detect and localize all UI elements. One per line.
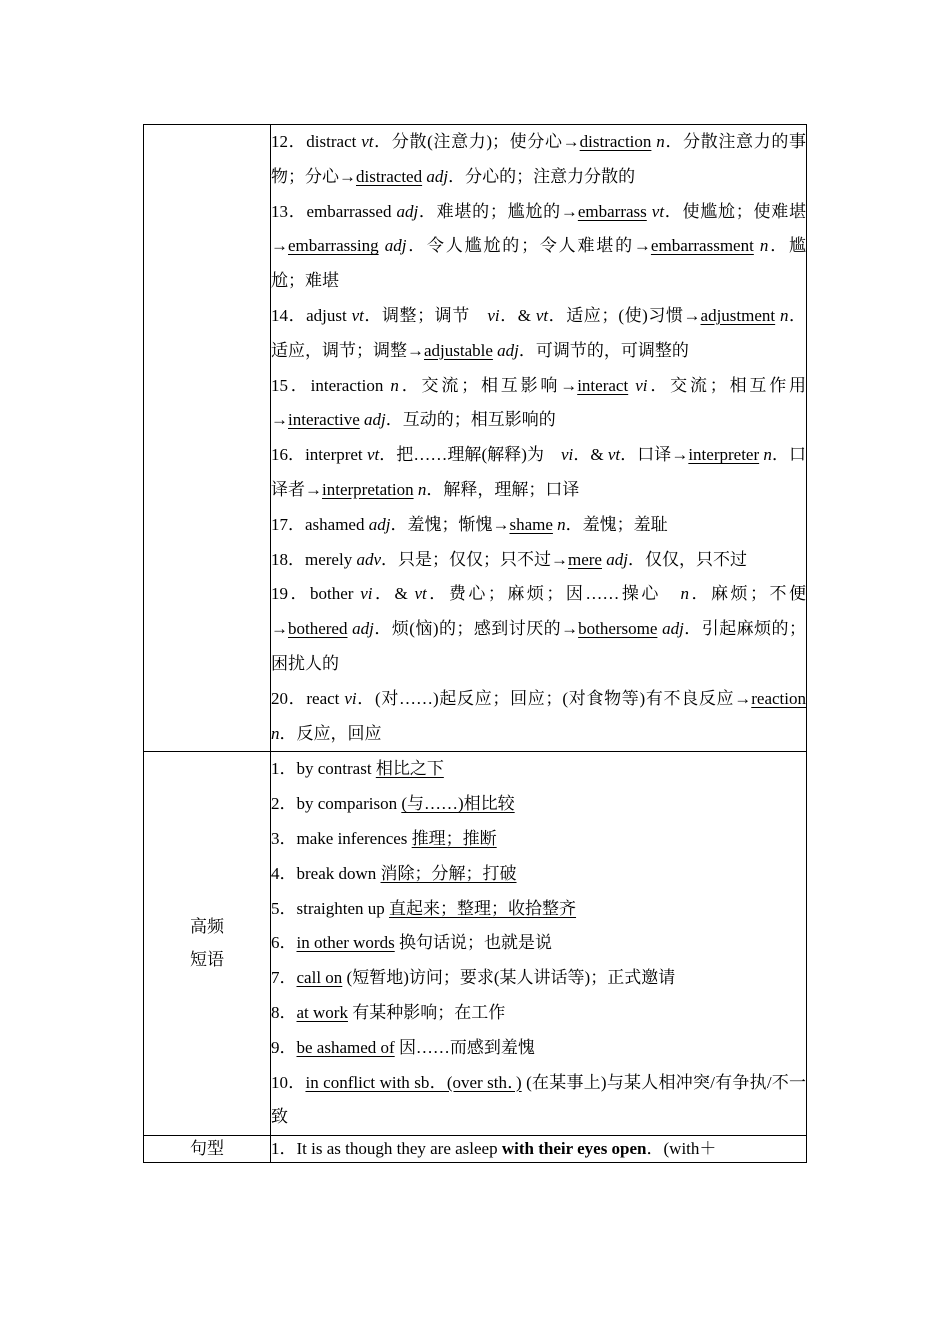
answer-blank: embarrassment bbox=[650, 236, 754, 256]
sentence-item: 1．It is as though they are asleep with their eyes open．(with＋ bbox=[271, 1139, 717, 1159]
vocab-item-14: 14．adjust vt．调整；调节 vi．& vt．适应；(使)习惯→adjustment n．适应，调节；调整→adjustable adj．可调节的，可调整的 bbox=[271, 305, 807, 360]
answer-blank: adjustment bbox=[700, 305, 776, 325]
answer-blank: distracted bbox=[356, 166, 423, 186]
sentence-cell bbox=[271, 1136, 807, 1163]
answer-blank: 消除；分解；打破 bbox=[380, 863, 517, 883]
sentence-category-cell: 句型 bbox=[144, 1136, 271, 1163]
answer-blank: adjustable bbox=[424, 340, 493, 360]
vocabulary-cell bbox=[271, 125, 807, 752]
answer-blank: reaction bbox=[751, 688, 806, 708]
phrase-item: 4．break down 消除；分解；打破 bbox=[271, 863, 517, 883]
vocab-item-19: 19．bother vi．& vt．费心；麻烦；因……操心 n．麻烦；不便→bothered adj．烦(恼)的；感到讨厌的→bothersome adj．引起麻烦的；困扰人的 bbox=[271, 584, 807, 673]
vocab-item-20: 20．react vi．(对……)起反应；回应；(对食物等)有不良反应→reaction n．反应，回应 bbox=[271, 688, 806, 743]
phrase-item: 2．by comparison (与……)相比较 bbox=[271, 794, 515, 814]
phrases-row bbox=[144, 752, 807, 1136]
answer-blank: call on bbox=[296, 968, 343, 988]
answer-blank: interactive bbox=[288, 410, 360, 430]
vocab-item-16: 16．interpret vt．把……理解(解释)为 vi．& vt．口译→interpreter n．口译者→interpretation n．解释，理解；口译 bbox=[271, 445, 806, 499]
answer-blank: in conflict with sb．(over sth．) bbox=[305, 1072, 522, 1092]
phrase-item: 3．make inferences 推理；推断 bbox=[271, 828, 497, 848]
phrase-item: 1．by contrast 相比之下 bbox=[271, 759, 444, 779]
answer-blank: interact bbox=[577, 375, 629, 395]
vocab-item-13: 13．embarrassed adj．难堪的；尴尬的→embarrass vt．使尴尬；使难堪→embarrassing adj．令人尴尬的；令人难堪的→embarrassment n．尴尬；难堪 bbox=[271, 201, 807, 291]
vocabulary-table bbox=[143, 124, 807, 1163]
answer-blank: be ashamed of bbox=[296, 1037, 395, 1057]
vocab-item-18: 18．merely adv．只是；仅仅；只不过→mere adj．仅仅，只不过 bbox=[271, 549, 747, 569]
answer-blank: 直起来；整理；收拾整齐 bbox=[389, 898, 577, 918]
answer-blank: 相比之下 bbox=[375, 759, 444, 779]
phrases-category-cell bbox=[144, 752, 271, 1136]
vocab-item-17: 17．ashamed adj．羞愧；惭愧→shame n．羞愧；羞耻 bbox=[271, 514, 668, 534]
category-label: 高频 bbox=[190, 916, 224, 937]
answer-blank: interpreter bbox=[688, 445, 760, 465]
empty-category-cell bbox=[144, 125, 271, 752]
answer-blank: 推理；推断 bbox=[411, 828, 497, 848]
answer-blank: at work bbox=[296, 1002, 348, 1022]
vocab-item-12: 12．distract vt．分散(注意力)；使分心→distraction n．分散注意力的事物；分心→distracted adj．分心的；注意力分散的 bbox=[271, 132, 807, 186]
phrase-item: 10．in conflict with sb．(over sth．) (在某事上)与某人相冲突/有争执/不一致 bbox=[271, 1072, 807, 1127]
phrases-cell bbox=[271, 752, 807, 1136]
phrase-item: 8．at work 有某种影响；在工作 bbox=[271, 1002, 506, 1022]
answer-blank: embarrassing bbox=[288, 236, 379, 256]
answer-blank: embarrass bbox=[577, 201, 647, 221]
answer-blank: mere bbox=[568, 549, 602, 569]
answer-blank: bothersome bbox=[578, 619, 658, 639]
answer-blank: bothered bbox=[288, 619, 348, 639]
vocabulary-row bbox=[144, 125, 807, 752]
phrase-item: 9．be ashamed of 因……而感到羞愧 bbox=[271, 1037, 535, 1057]
answer-blank: in other words bbox=[296, 933, 395, 953]
answer-blank: (与……)相比较 bbox=[401, 794, 515, 814]
vocab-item-15: 15．interaction n．交流；相互影响→interact vi．交流；相互作用→interactive adj．互动的；相互影响的 bbox=[271, 375, 807, 430]
sentence-row bbox=[144, 1136, 807, 1163]
answer-blank: distraction bbox=[579, 132, 652, 151]
phrase-item: 7．call on (短暂地)访问；要求(某人讲话等)；正式邀请 bbox=[271, 968, 676, 988]
category-label: 短语 bbox=[190, 949, 224, 970]
answer-blank: interpretation bbox=[322, 479, 414, 499]
phrase-item: 5．straighten up 直起来；整理；收拾整齐 bbox=[271, 898, 577, 918]
answer-blank: shame bbox=[509, 514, 553, 534]
phrase-item: 6．in other words 换句话说；也就是说 bbox=[271, 933, 552, 953]
